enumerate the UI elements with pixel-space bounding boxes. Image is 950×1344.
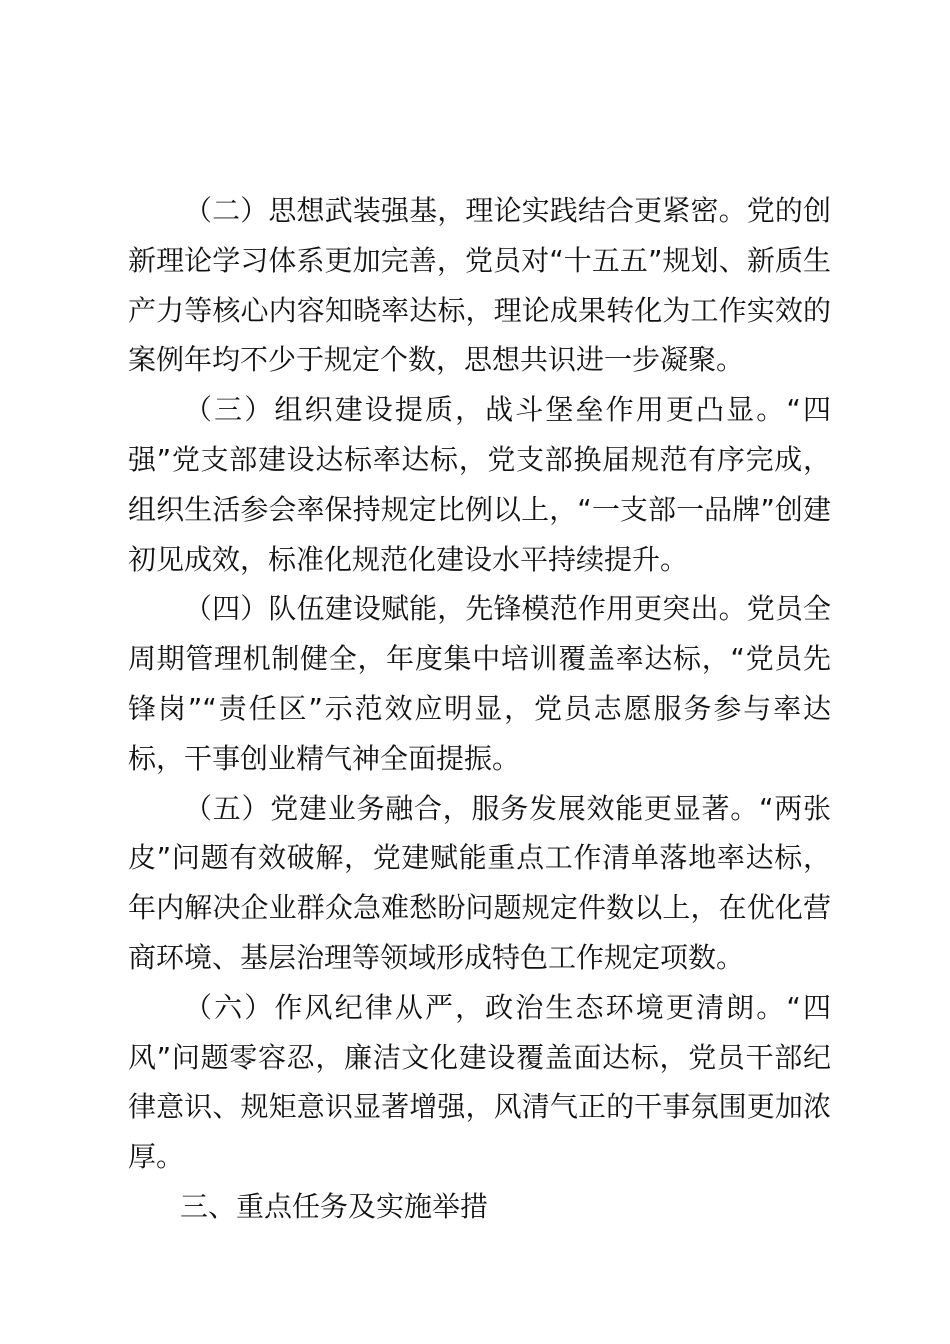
paragraph-goal-6: （六）作风纪律从严，政治生态环境更清朗。“四风”问题零容忍，廉洁文化建设覆盖面达标，党员干部纪律意识、规矩意识显著增强，风清气正的干事氛围更加浓厚。: [128, 990, 831, 1174]
paragraph-goal-2: （二）思想武装强基，理论实践结合更紧密。党的创新理论学习体系更加完善，党员对“十五五”规划、新质生产力等核心内容知晓率达标，理论成果转化为工作实效的案例年均不少于规定个数，思想共识进一步凝聚。: [128, 194, 831, 377]
document-page: [128, 186, 831, 1232]
paragraph-goal-5: （五）党建业务融合，服务发展效能更显著。“两张皮”问题有效破解，党建赋能重点工作清单落地率达标，年内解决企业群众急难愁盼问题规定件数以上，在优化营商环境、基层治理等领域形成特色工作规定项数。: [128, 791, 831, 974]
section-heading: 三、重点任务及实施举措: [180, 1189, 489, 1223]
paragraph-goal-4: （四）队伍建设赋能，先锋模范作用更突出。党员全周期管理机制健全，年度集中培训覆盖率达标，“党员先锋岗”“责任区”示范效应明显，党员志愿服务参与率达标，干事创业精气神全面提振。: [128, 592, 831, 775]
paragraph-goal-3: （三）组织建设提质，战斗堡垒作用更凸显。“四强”党支部建设达标率达标，党支部换届规范有序完成，组织生活参会率保持规定比例以上，“一支部一品牌”创建初见成效，标准化规范化建设水平持续提升。: [128, 393, 831, 576]
